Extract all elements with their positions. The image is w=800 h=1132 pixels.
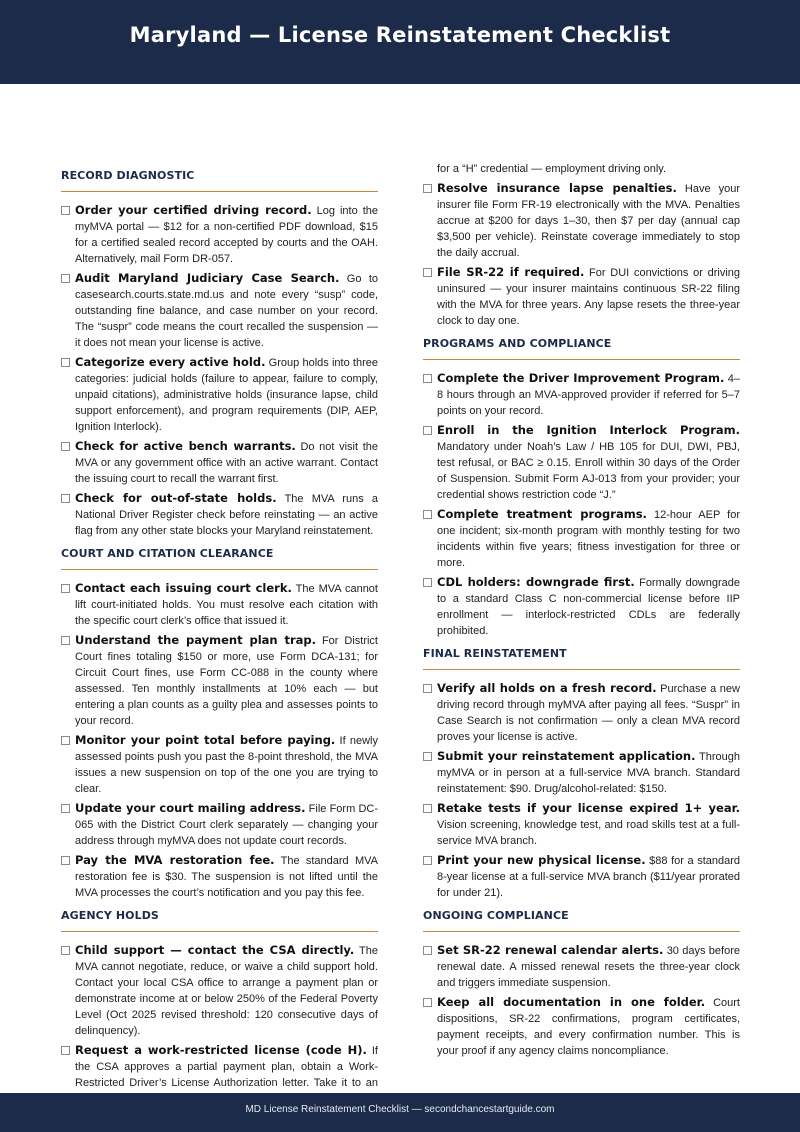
section-title: COURT AND CITATION CLEARANCE	[61, 547, 378, 570]
item-lead: Print your new physical license.	[437, 853, 646, 867]
item-body: Do not visit the MVA or any government office with an active warrant. Contact the issuing court to recall the warrant first.	[75, 441, 378, 485]
checkbox[interactable]	[61, 206, 70, 215]
item-text	[437, 506, 740, 571]
item-text	[75, 732, 378, 797]
checkbox[interactable]	[423, 946, 432, 955]
item-body: $88 for a standard 8-year license at a full-service MVA branch ($11/year prorated for under 21).	[437, 855, 740, 899]
checklist-item	[423, 180, 740, 261]
checkbox[interactable]	[423, 510, 432, 519]
item-text	[437, 748, 740, 797]
checkbox[interactable]	[423, 684, 432, 693]
item-text	[437, 852, 740, 901]
item-text	[75, 632, 378, 729]
checklist-section	[423, 647, 740, 901]
item-lead: Monitor your point total before paying.	[75, 733, 336, 747]
item-lead: Check for active bench warrants.	[75, 439, 296, 453]
item-text	[75, 270, 378, 351]
checkbox[interactable]	[423, 184, 432, 193]
item-body: Mandatory under Noah’s Law / HB 105 for DUI, DWI, PBJ, test refusal, or BAC ≥ 0.15. Enroll within 30 days of the Order of Suspension. Submit Form AJ-013 from your provider; your credential shows restriction code “J.”	[437, 441, 740, 501]
checklist-section	[61, 547, 378, 901]
page-footer	[0, 1093, 800, 1132]
checkbox[interactable]	[423, 374, 432, 383]
item-lead: CDL holders: downgrade first.	[437, 575, 635, 589]
checklist-section	[61, 169, 378, 539]
item-body: For District Court fines totaling $150 or more, use Form DCA-131; for Circuit Court fines, use Form CC-088 in the county where assessed. Ten monthly installments at 10% each — but entering a plan counts as a guilty plea and assesses points to your record.	[75, 635, 378, 727]
checkbox[interactable]	[423, 752, 432, 761]
item-lead: Request a work-restricted license (code H).	[75, 1043, 367, 1057]
item-text	[75, 580, 378, 629]
item-body: The standard MVA restoration fee is $30. The suspension is not lifted until the MVA processes the court’s notification and you pay this fee.	[75, 855, 378, 899]
checklist-section	[423, 337, 740, 639]
section-title: FINAL REINSTATEMENT	[423, 647, 740, 670]
checklist-item	[423, 264, 740, 329]
section-title: AGENCY HOLDS	[61, 909, 378, 932]
item-text	[437, 574, 740, 639]
checklist-item	[423, 852, 740, 901]
item-lead: Resolve insurance lapse penalties.	[437, 181, 677, 195]
item-lead: Understand the payment plan trap.	[75, 633, 317, 647]
checkbox[interactable]	[61, 1046, 70, 1055]
item-body: The MVA cannot negotiate, reduce, or waive a child support hold. Contact your local CSA office to arrange a payment plan or demonstrate income at or below 250% of the Federal Poverty Level (Oct 2025 revised threshold: 120 consecutive days of delinquency).	[75, 945, 378, 1037]
checkbox[interactable]	[61, 636, 70, 645]
checklist-item	[423, 942, 740, 991]
checkbox[interactable]	[61, 442, 70, 451]
item-body: 30 days before renewal date. A missed renewal resets the three-year clock and triggers immediate suspension.	[437, 945, 740, 989]
continued-text: for a “H” credential — employment driving only.	[437, 163, 667, 175]
checkbox[interactable]	[61, 856, 70, 865]
item-body: The MVA cannot lift court-initiated holds. You must resolve each citation with the specific court clerk’s office that issued it.	[75, 583, 378, 627]
item-body: 4–8 hours through an MVA-approved provider if referred for 5–7 points on your record.	[437, 373, 740, 417]
item-lead: Child support — contact the CSA directly.	[75, 943, 355, 957]
item-lead: Submit your reinstatement application.	[437, 749, 696, 763]
checklist-item	[61, 580, 378, 629]
checklist-item	[61, 852, 378, 901]
item-lead: Order your certified driving record.	[75, 203, 312, 217]
checkbox[interactable]	[61, 584, 70, 593]
item-text	[75, 438, 378, 487]
checklist-section	[61, 909, 378, 1107]
checklist-item	[423, 994, 740, 1059]
item-body: Purchase a new driving record through myMVA after paying all fees. “Suspr” in Case Search is not confirmation — only a clean MVA record proves your license is active.	[437, 683, 740, 743]
item-text	[437, 370, 740, 419]
item-body: Court dispositions, SR-22 confirmations, program certificates, payment receipts, and every confirmation number. This is your proof if any agency claims noncompliance.	[437, 997, 740, 1057]
item-body: 12-hour AEP for one incident; six-month program with monthly testing for two incidents within five years; fitness investigation for three or more.	[437, 509, 740, 569]
checklist-item	[423, 370, 740, 419]
item-lead: Update your court mailing address.	[75, 801, 306, 815]
item-lead: File SR-22 if required.	[437, 265, 585, 279]
checklist-section	[423, 909, 740, 1059]
item-lead: Verify all holds on a fresh record.	[437, 681, 657, 695]
checklist-item	[61, 354, 378, 435]
item-body: Formally downgrade to a standard Class C non-commercial license before IIP enrollment — interlock-restricted CDLs are federally prohibited.	[437, 577, 741, 637]
item-text	[75, 490, 378, 539]
item-text	[437, 264, 740, 329]
item-lead: Set SR-22 renewal calendar alerts.	[437, 943, 664, 957]
item-text	[437, 422, 740, 503]
checkbox[interactable]	[61, 358, 70, 367]
checklist-item	[423, 748, 740, 797]
checkbox[interactable]	[423, 998, 432, 1007]
checklist-item	[61, 732, 378, 797]
checklist-item	[423, 680, 740, 745]
checklist-item	[61, 632, 378, 729]
item-body: Vision screening, knowledge test, and road skills test at a full-service MVA branch.	[437, 819, 740, 847]
checklist-item	[423, 506, 740, 571]
item-body: The MVA runs a National Driver Register check before reinstating — an active flag from any other state blocks your Maryland reinstatement.	[75, 493, 378, 537]
section-title: RECORD DIAGNOSTIC	[61, 169, 378, 192]
checklist-item	[61, 438, 378, 487]
checklist-item	[423, 574, 740, 639]
footer-text: MD License Reinstatement Checklist — secondchancestartguide.com	[245, 1104, 555, 1115]
item-body: File Form DC-065 with the District Court clerk separately — changing your address through myMVA does not update court records.	[75, 803, 378, 847]
item-body: If the CSA approves a partial payment plan, obtain a Work-Restricted Driver’s License Authorization letter. Take it to an	[75, 1045, 378, 1089]
checklist-item	[61, 202, 378, 267]
checklist-item	[423, 800, 740, 849]
item-text	[437, 994, 740, 1059]
checkbox[interactable]	[423, 804, 432, 813]
item-lead: Contact each issuing court clerk.	[75, 581, 292, 595]
item-lead: Complete the Driver Improvement Program.	[437, 371, 725, 385]
checkbox[interactable]	[61, 804, 70, 813]
item-lead: Audit Maryland Judiciary Case Search.	[75, 271, 340, 285]
item-text	[75, 942, 378, 1039]
left-column	[61, 161, 378, 1113]
item-lead: Enroll in the Ignition Interlock Program.	[437, 423, 740, 437]
item-body: Go to casesearch.courts.state.md.us and note every “susp” code, outstanding fine balance, and case number on your record. The “suspr” code means the court recalled the suspension — it does not mean your license is active.	[75, 273, 378, 349]
item-lead: Keep all documentation in one folder.	[437, 995, 706, 1009]
checkbox[interactable]	[61, 494, 70, 503]
checkbox[interactable]	[423, 426, 432, 435]
item-text	[75, 354, 378, 435]
item-lead: Retake tests if your license expired 1+ year.	[437, 801, 740, 815]
item-lead: Check for out-of-state holds.	[75, 491, 277, 505]
item-body: For DUI convictions or driving uninsured — your insurer maintains continuous SR-22 filing with the MVA for three years. Any lapse resets the three-year clock to day one.	[437, 267, 741, 327]
checklist-item	[423, 422, 740, 503]
item-body: Have your insurer file Form FR-19 electronically with the MVA. Penalties accrue at $200 for days 1–30, then $7 per day (annual cap $3,500 per vehicle). Reinstate coverage immediately to stop the daily accrual.	[437, 183, 740, 259]
checkbox[interactable]	[423, 856, 432, 865]
item-body: If newly assessed points push you past the 8-point threshold, the MVA issues a new suspension on top of the one you are trying to clear.	[75, 735, 378, 795]
checklist-item	[61, 270, 378, 351]
item-body: Log into the myMVA portal — $12 for a non-certified PDF download, $15 for a certified sealed record accepted by courts and the OAH. Alternatively, mail Form DR-057.	[75, 205, 378, 265]
page-title: Maryland — License Reinstatement Checklist	[129, 23, 671, 47]
item-text	[75, 800, 378, 849]
right-column	[423, 161, 740, 1065]
checkbox[interactable]	[61, 946, 70, 955]
checklist-item	[61, 942, 378, 1039]
item-lead: Pay the MVA restoration fee.	[75, 853, 275, 867]
item-lead: Categorize every active hold.	[75, 355, 266, 369]
checklist-section	[423, 180, 740, 329]
checkbox[interactable]	[61, 736, 70, 745]
item-text	[437, 800, 740, 849]
checklist-item	[61, 800, 378, 849]
checkbox[interactable]	[423, 268, 432, 277]
checkbox[interactable]	[423, 578, 432, 587]
item-text	[437, 180, 740, 261]
item-body: Through myMVA or in person at a full-service MVA branch. Standard reinstatement: $90. Drug/alcohol-related: $150.	[437, 751, 741, 795]
section-title: ONGOING COMPLIANCE	[423, 909, 740, 932]
item-text	[75, 202, 378, 267]
item-text	[437, 942, 740, 991]
checklist-item	[61, 490, 378, 539]
item-text	[437, 680, 740, 745]
checkbox[interactable]	[61, 274, 70, 283]
page-header	[0, 0, 800, 84]
section-title: PROGRAMS AND COMPLIANCE	[423, 337, 740, 360]
item-lead: Complete treatment programs.	[437, 507, 647, 521]
item-body: Group holds into three categories: judicial holds (failure to appear, failure to comply, unpaid citations), administrative holds (insurance lapse, child support enforcement), and program requirements (DIP, AEP, Ignition Interlock).	[75, 357, 379, 433]
item-text	[75, 852, 378, 901]
